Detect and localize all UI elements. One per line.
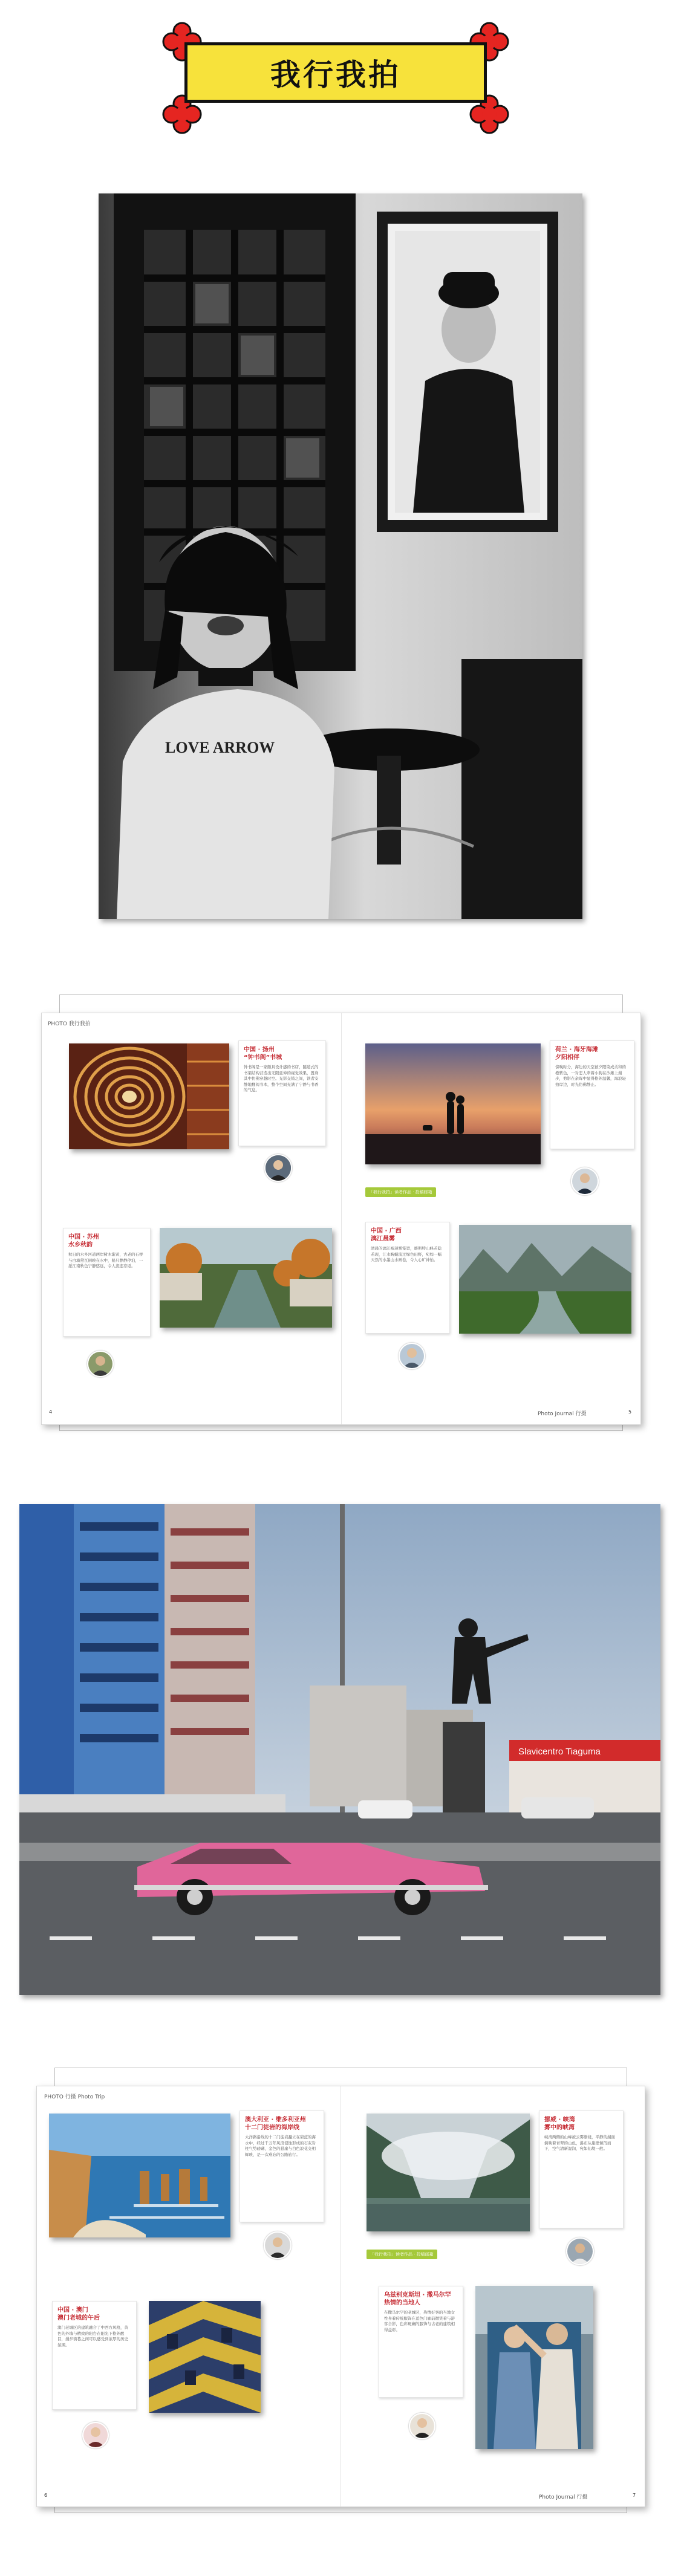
entry-text: 傍晚时分，海边的天空被夕阳染成柔和的橙紫色，一对恋人牵着小狗在沙滩上漫步，剪影在余晖中显得格外温馨，海浪轻拍岸边，时光仿佛静止。 xyxy=(555,1065,626,1087)
photo-river-valley xyxy=(459,1225,631,1334)
entry-place: 荷兰 · 海牙海滩 xyxy=(555,1046,598,1053)
author-avatar-3-image xyxy=(88,1352,112,1376)
spread2-gutter xyxy=(340,2086,341,2506)
banner-title: 我行我拍 xyxy=(270,57,401,92)
author-avatar-1 xyxy=(264,1154,292,1182)
entry-place: 中国 · 广西 xyxy=(371,1228,402,1234)
spread1-entry-4 xyxy=(365,1222,450,1334)
author-avatar-8-image xyxy=(410,2414,434,2438)
entry-text: 清晨的漓江被薄雾笼罩，喀斯特山峰若隐若现，江水蜿蜒流过绿色田野，宛如一幅天然的水墨山水画卷，令人心旷神怡。 xyxy=(371,1246,442,1262)
spread2-page-right: 7 xyxy=(633,2493,636,2498)
photo-macau-building-image xyxy=(149,2301,261,2413)
entry-place: 乌兹别克斯坦 · 撒马尔罕 xyxy=(384,2292,451,2299)
entry-title: 雾中的峡湾 xyxy=(544,2124,575,2131)
svg-text:LOVE ARROW: LOVE ARROW xyxy=(165,739,275,756)
author-avatar-4-image xyxy=(400,1344,424,1368)
photo-fjord xyxy=(367,2114,530,2231)
author-avatar-8 xyxy=(409,2413,435,2439)
photo-fjord-image xyxy=(367,2114,530,2231)
photo-macau-building xyxy=(149,2301,261,2413)
author-avatar-2 xyxy=(571,1167,599,1195)
photo-bookstore-image xyxy=(69,1043,229,1149)
entry-text: 峡湾两侧的山峰被云雾缭绕，平静的湖面倒映着青翠的山色，瀑布从崖壁倾泻而下，空气清新湿润，宛如仙境一般。 xyxy=(544,2135,615,2151)
spread1-header-left: PHOTO 我行我拍 xyxy=(48,1021,91,1027)
photo-canal-image xyxy=(160,1228,332,1328)
spread2-entry-3 xyxy=(52,2301,137,2410)
photo-coast-apostles-image xyxy=(49,2114,230,2237)
entry-text: 钟书阁是一家颇具设计感的书店，隧道式的书架结构营造出无限延伸的视觉效果，置身其中仿佛穿越时空。光影交错之间，读者安静地翻阅书本，整个空间充满了宁静与书香的气息。 xyxy=(244,1065,319,1092)
author-avatar-7 xyxy=(82,2422,109,2448)
spread1-tag: 「我行我拍」读者作品 · 投稿邮箱 xyxy=(365,1187,436,1197)
author-avatar-5-image xyxy=(265,2233,290,2258)
entry-text: 大洋路沿线的十二门徒岩矗立在碧蓝的海水中，经过千万年风浪侵蚀形成的石灰岩柱气势磅礴，金色的悬崖与白色浪花交相辉映，是一次难忘的公路旅行。 xyxy=(245,2135,316,2157)
entry-title: 澳门老城的午后 xyxy=(57,2315,100,2321)
entry-title: 水乡秋韵 xyxy=(68,1242,93,1248)
photo-bookstore xyxy=(69,1043,229,1149)
spread1-page-right: 5 xyxy=(628,1409,632,1415)
spread1-page-left: 4 xyxy=(49,1409,53,1415)
spread2-entry-4 xyxy=(379,2286,463,2398)
author-avatar-1-image xyxy=(266,1155,291,1181)
entry-title: “钟书阁”书城 xyxy=(244,1054,282,1061)
author-avatar-7-image xyxy=(83,2423,108,2447)
entry-place: 中国 · 扬州 xyxy=(244,1046,275,1053)
entry-title: 热情的当地人 xyxy=(384,2300,420,2306)
entry-text: 澳门老城区的建筑融合了中西方风格，黄色的外墙与精致的阳台在阳光下格外醒目，漫步街巷之间可以感受到浓厚的历史氛围。 xyxy=(57,2325,128,2347)
spread2-entry-1 xyxy=(239,2110,324,2222)
spread1-gutter xyxy=(341,1013,342,1424)
banner-box xyxy=(184,42,487,103)
entry-text: 在撒马尔罕的老城区，热情好客的当地女性身着传统服饰在蓝色门廊前微笑着与游客合影，色彩斑斓的服饰与古老的建筑相得益彰。 xyxy=(384,2310,455,2332)
author-avatar-6-image xyxy=(567,2239,593,2264)
author-avatar-4 xyxy=(399,1343,425,1369)
photo-laughing-woman xyxy=(99,193,582,919)
spread1-entry-3 xyxy=(63,1228,151,1337)
spread2-page-left: 6 xyxy=(44,2493,48,2498)
entry-text: 秋日的水乡河道两岸树木渐黄，古老的石桥与白墙黛瓦倒映在水中，船只静静停泊，一派江南秋色宁静悠远，令人流连忘返。 xyxy=(68,1252,143,1268)
spread2-header-left: PHOTO 行摄 Photo Trip xyxy=(44,2094,105,2100)
spread1-entry-1 xyxy=(238,1040,326,1146)
spread1-entry-2 xyxy=(550,1040,634,1149)
photo-canal xyxy=(160,1228,332,1328)
entry-title: 夕阳相伴 xyxy=(555,1054,579,1061)
magazine-spread-2 xyxy=(36,2086,645,2507)
author-avatar-5 xyxy=(264,2231,292,2259)
svg-text:Slavicentro Tiaguma: Slavicentro Tiaguma xyxy=(518,1747,601,1757)
spread2-entry-2 xyxy=(539,2110,624,2228)
author-avatar-3 xyxy=(87,1351,114,1377)
entry-place: 挪威 · 峡湾 xyxy=(544,2117,575,2123)
spread2-tag: 「我行我拍」读者作品 · 投稿邮箱 xyxy=(367,2250,437,2259)
photo-havana-street xyxy=(19,1504,660,1995)
photo-coast-apostles xyxy=(49,2114,230,2237)
photo-local-women xyxy=(475,2286,593,2449)
title-banner xyxy=(0,0,681,139)
photo-sunset-couple-image xyxy=(365,1043,541,1164)
author-avatar-2-image xyxy=(572,1169,598,1194)
spread1-footer-right: Photo Journal 行摄 xyxy=(538,1411,587,1417)
photo-laughing-woman-image xyxy=(99,193,582,919)
entry-title: 十二门徒岩的海岸线 xyxy=(245,2124,299,2131)
entry-place: 澳大利亚 · 维多利亚州 xyxy=(245,2117,306,2123)
entry-title: 漓江晨雾 xyxy=(371,1236,395,1242)
author-avatar-6 xyxy=(566,2237,594,2265)
spread2-footer-right: Photo Journal 行摄 xyxy=(539,2494,588,2500)
entry-place: 中国 · 苏州 xyxy=(68,1234,99,1241)
photo-havana-street-image xyxy=(19,1504,660,1995)
entry-place: 中国 · 澳门 xyxy=(57,2307,88,2314)
photo-river-valley-image xyxy=(459,1225,631,1334)
photo-local-women-image xyxy=(475,2286,593,2449)
magazine-spread-1 xyxy=(41,1013,641,1425)
photo-sunset-couple xyxy=(365,1043,541,1164)
